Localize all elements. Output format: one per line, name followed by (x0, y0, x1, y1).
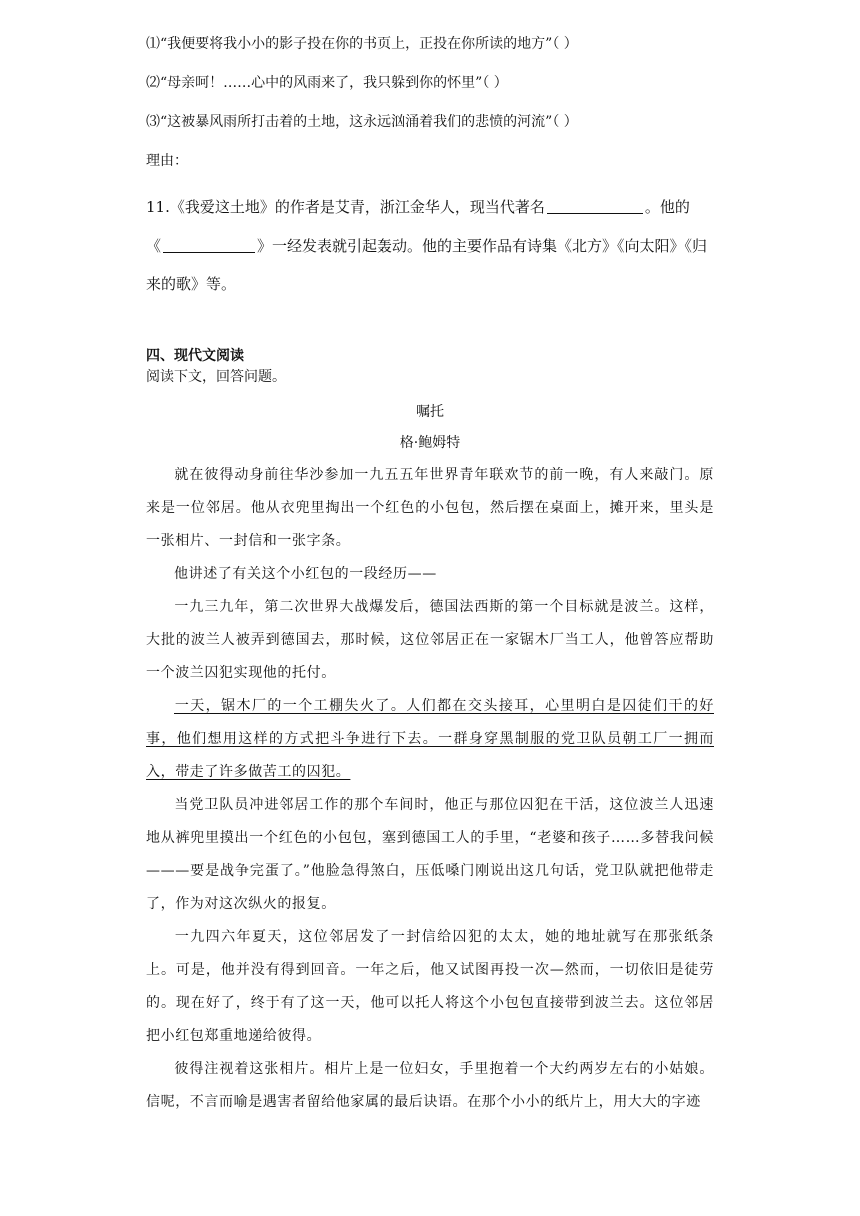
section-instruction: 阅读下文，回答问题。 (146, 369, 286, 385)
paragraph-5 (146, 789, 714, 921)
question-2: ⑵“母亲呵！……心中的风雨来了，我只躲到你的怀里”（ ） (146, 75, 508, 91)
paragraph-2-text: 他讲述了有关这个小红包的一段经历—— (174, 566, 437, 582)
question-11-text-b: 。他的 (644, 198, 690, 216)
paragraph-5-text: 当党卫队员冲进邻居工作的那个车间时，他正与那位囚犯在干活，这位波兰人迅速地从裤兜里摸出一个红色的小包包，塞到德国工人的手里，“老婆和孩子……多替我问候———要是战争完蛋了。”他脸急得煞白，压低嗓门刚说出这几句话，党卫队就把他带走了，作为对这次纵火的报复。 (146, 797, 714, 912)
question-1: ⑴“我便要将我小小的影子投在你的书页上，正投在你所读的地方”（ ） (146, 36, 578, 52)
question-11-text-a: 11.《我爱这土地》的作者是艾青，浙江金华人，现当代著名 (146, 198, 545, 216)
article-author: 格·鲍姆特 (399, 435, 461, 451)
article-title: 嘱托 (416, 404, 444, 420)
paragraph-3-text: 一九三九年，第二次世界大战爆发后，德国法西斯的第一个目标就是波兰。这样，大批的波兰人被弄到德国去，那时候，这位邻居正在一家锯木厂当工人，他曾答应帮助一个波兰囚犯实现他的托付。 (146, 599, 714, 681)
question-11-text-d: 》一经发表就引起轰动。他的主要作品有诗集《北方》《向太阳》《归 (257, 237, 708, 255)
paragraph-2 (146, 558, 714, 591)
reason-label: 理由： (146, 153, 188, 169)
paragraph-7-text: 彼得注视着这张相片。相片上是一位妇女，手里抱着一个大约两岁左右的小姑娘。信呢，不言而喻是遇害者留给他家属的最后诀语。在那个小小的纸片上，用大大的字迹 (146, 1061, 714, 1110)
paragraph-4-underlined (146, 690, 714, 789)
answer-blank-1[interactable] (547, 199, 643, 214)
section-title: 四、现代文阅读 (146, 348, 244, 364)
answer-blank-2[interactable] (163, 238, 255, 253)
paragraph-6 (146, 921, 714, 1053)
paragraph-6-text: 一九四六年夏天，这位邻居发了一封信给囚犯的太太，她的地址就写在那张纸条上。可是，他并没有得到回音。一年之后，他又试图再投一次—然而，一切依旧是徒劳的。现在好了，终于有了这一天，他可以托人将这个小包包直接带到波兰去。这位邻居把小红包郑重地递给彼得。 (146, 929, 714, 1044)
question-11-line1 (146, 197, 690, 217)
paragraph-1-text: 就在彼得动身前往华沙参加一九五五年世界青年联欢节的前一晚，有人来敲门。原来是一位邻居。他从衣兜里掏出一个红色的小包包，然后摆在桌面上，摊开来，里头是一张相片、一封信和一张字条。 (146, 467, 714, 549)
question-11-line3: 来的歌》等。 (146, 275, 237, 293)
question-11-line2 (146, 236, 707, 256)
question-11-text-c: 《 (146, 237, 162, 255)
paragraph-7 (146, 1053, 714, 1119)
paragraph-4-text: 一天，锯木厂的一个工棚失火了。人们都在交头接耳，心里明白是囚徒们干的好事，他们想用这样的方式把斗争进行下去。一群身穿黑制服的党卫队员朝工厂一拥而入，带走了许多做苦工的囚犯。 (146, 698, 714, 780)
paragraph-3 (146, 591, 714, 690)
paragraph-1 (146, 459, 714, 558)
question-3: ⑶“这被暴风雨所打击着的土地，这永远汹涌着我们的悲愤的河流”（ ） (146, 114, 578, 130)
